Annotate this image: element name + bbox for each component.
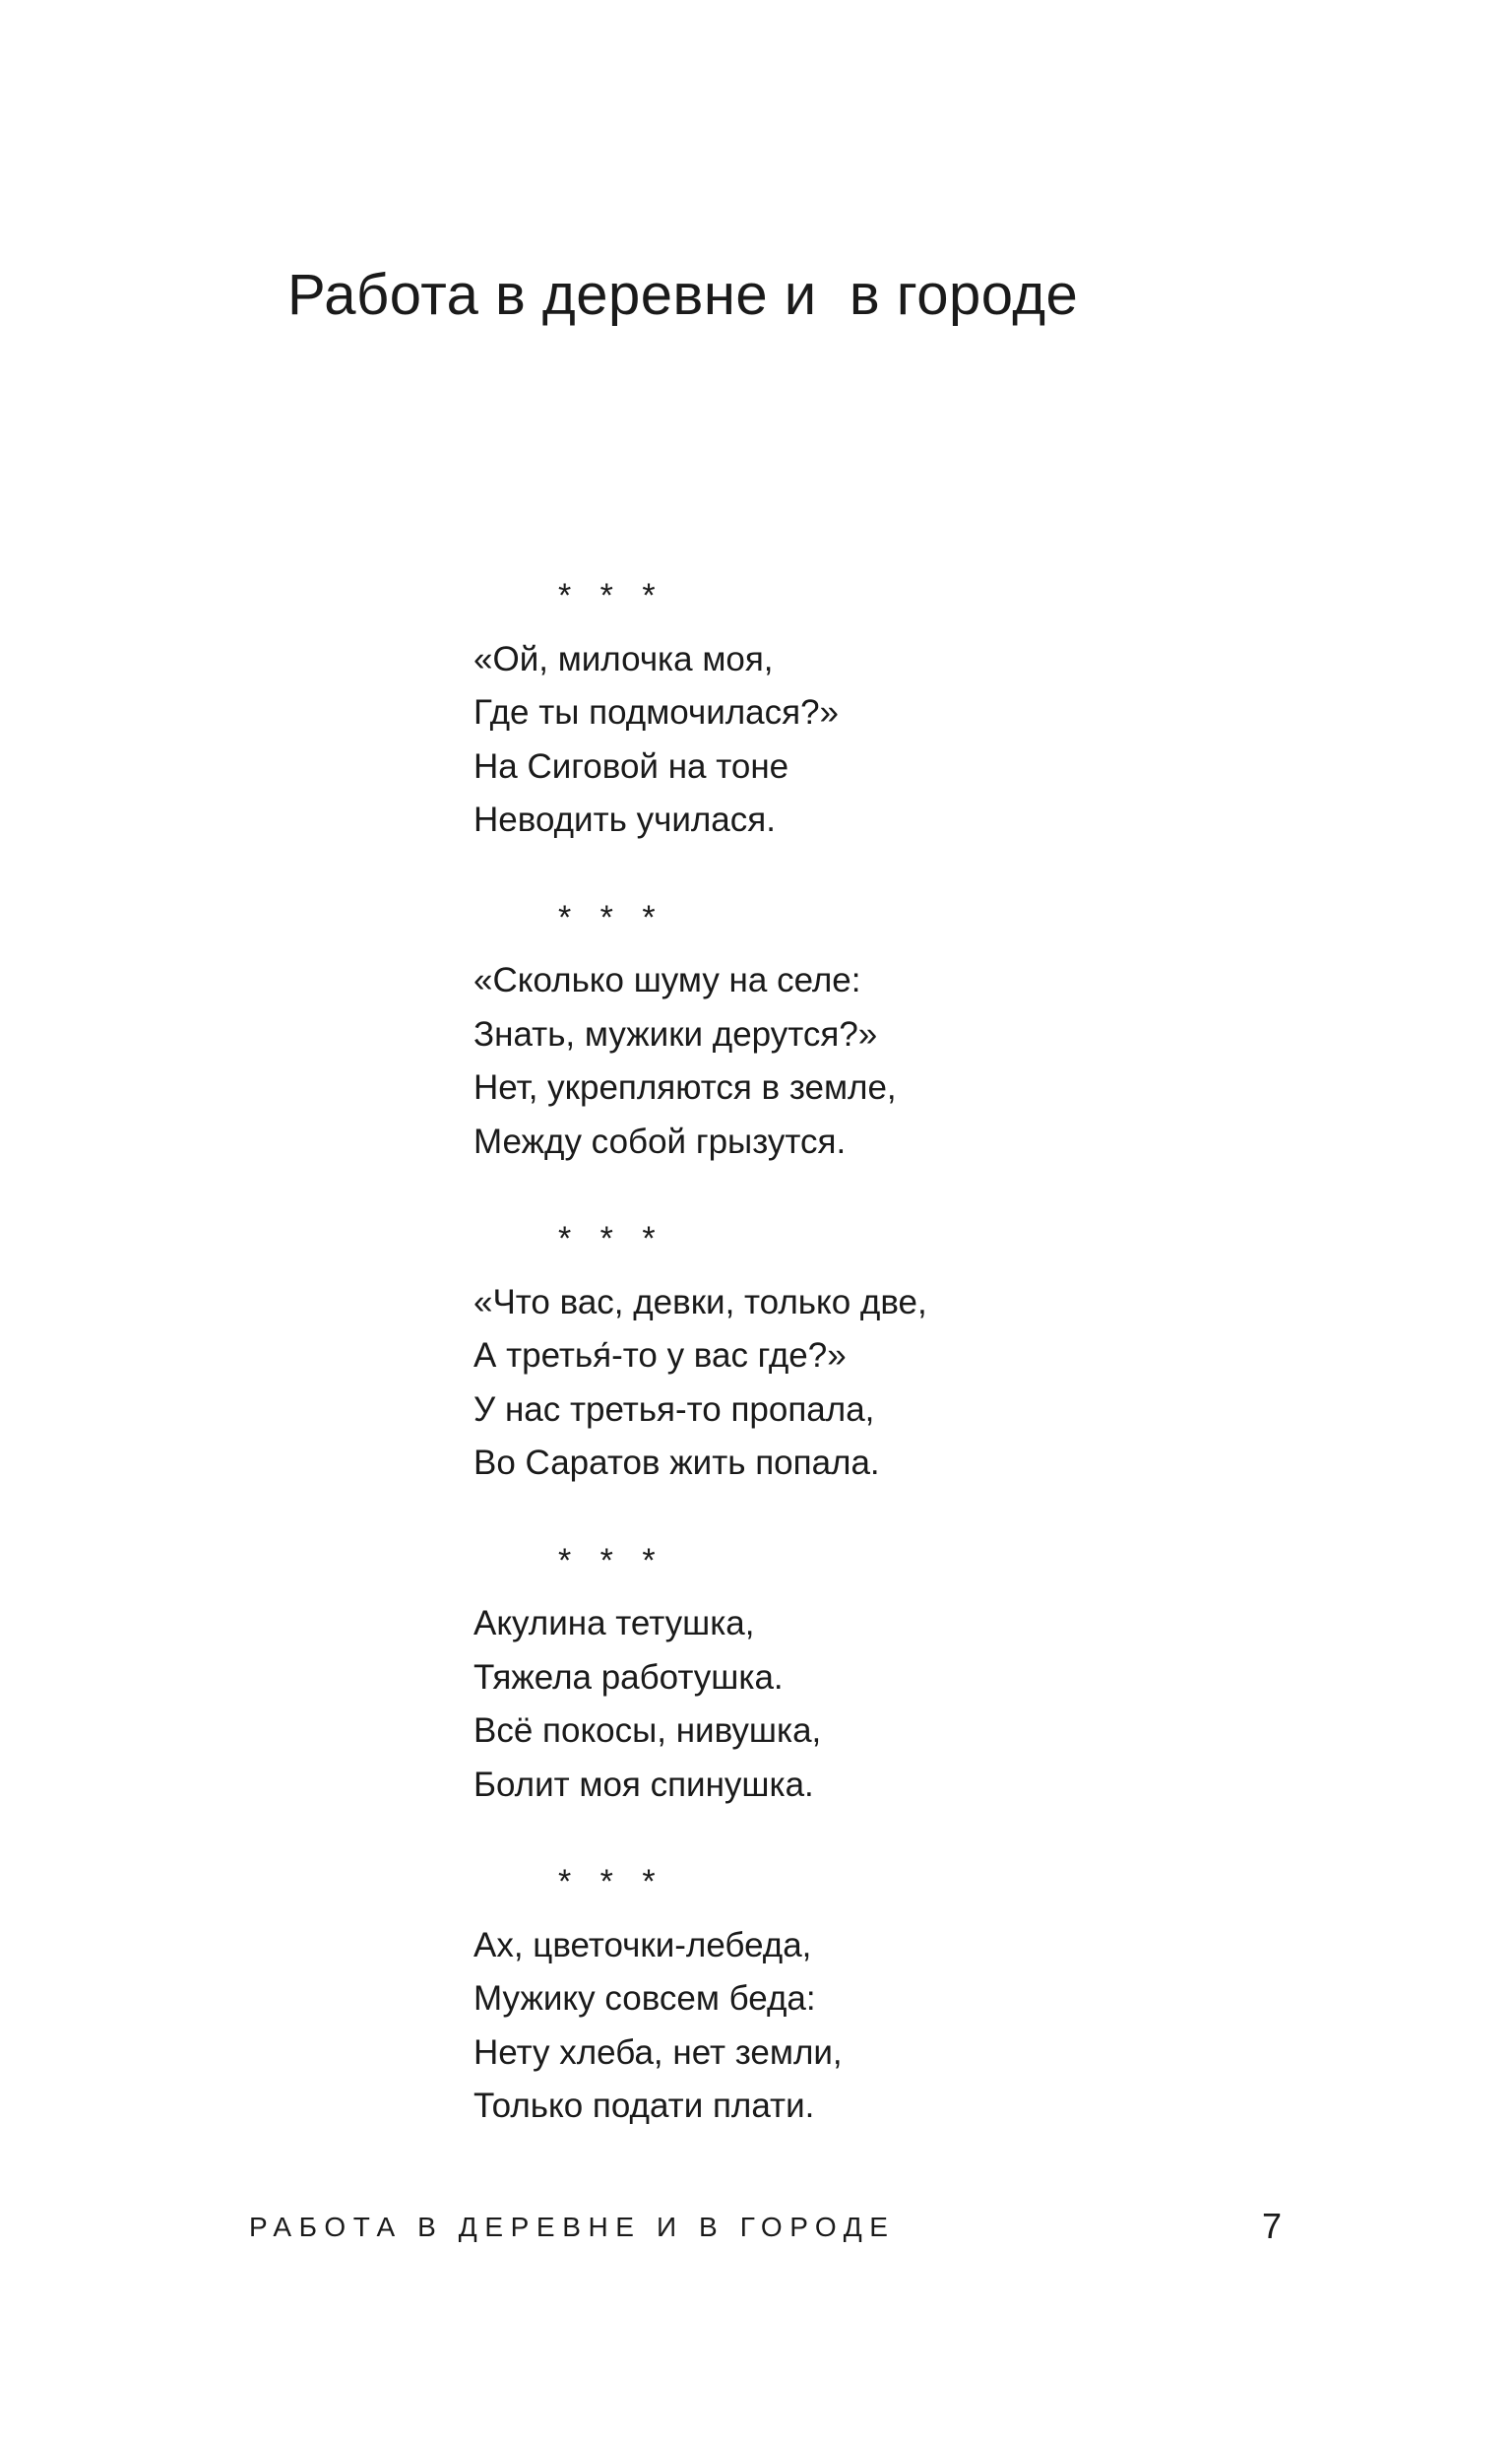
verse-line: «Ой, милочка моя, bbox=[473, 639, 774, 678]
verse-line: Акулина тетушка, bbox=[473, 1604, 755, 1642]
stanza-separator: * * * bbox=[558, 577, 665, 614]
poem-collection bbox=[473, 569, 927, 2177]
chapter-title: Работа в деревне и в городе bbox=[287, 263, 1079, 327]
verse-line: Неводить училася. bbox=[473, 801, 776, 839]
verse-line: Всё покосы, нивушка, bbox=[473, 1711, 822, 1750]
stanza bbox=[473, 1212, 927, 1491]
verse-line: Нет, укрепляются в земле, bbox=[473, 1068, 897, 1107]
verse-line: Мужику совсем беда: bbox=[473, 1979, 816, 2018]
stanza bbox=[473, 891, 927, 1170]
verse-line: Ах, цветочки-лебеда, bbox=[473, 1925, 812, 1964]
verse-line: Во Саратов жить попала. bbox=[473, 1444, 880, 1482]
verse-line: На Сиговой на тоне bbox=[473, 746, 789, 786]
stanza bbox=[473, 1855, 927, 2134]
stanza-separator: * * * bbox=[558, 898, 665, 936]
verse-line: Только подати плати. bbox=[473, 2087, 815, 2125]
running-head: РАБОТА В ДЕРЕВНЕ И В ГОРОДЕ bbox=[249, 2212, 896, 2242]
verse-line: У нас третья-то пропала, bbox=[473, 1389, 875, 1429]
verse-line: Тяжела работушка. bbox=[473, 1657, 784, 1697]
stanza-separator: * * * bbox=[558, 1220, 665, 1257]
stanza bbox=[473, 1534, 927, 1813]
stanza bbox=[473, 569, 927, 848]
verse-line: Знать, мужики дерутся?» bbox=[473, 1014, 878, 1054]
verse-line: Болит моя спинушка. bbox=[473, 1765, 814, 1804]
verse-line: А третья́-то у вас где?» bbox=[473, 1336, 847, 1375]
page-number: 7 bbox=[1262, 2206, 1283, 2246]
verse-line: «Сколько шуму на селе: bbox=[473, 961, 861, 999]
stanza-separator: * * * bbox=[558, 1863, 665, 1900]
verse-line: Где ты подмочилася?» bbox=[473, 693, 840, 732]
stanza-separator: * * * bbox=[558, 1541, 665, 1579]
verse-line: «Что вас, девки, только две, bbox=[473, 1282, 927, 1321]
verse-line: Нету хлеба, нет земли, bbox=[473, 2032, 843, 2072]
verse-line: Между собой грызутся. bbox=[473, 1122, 847, 1161]
